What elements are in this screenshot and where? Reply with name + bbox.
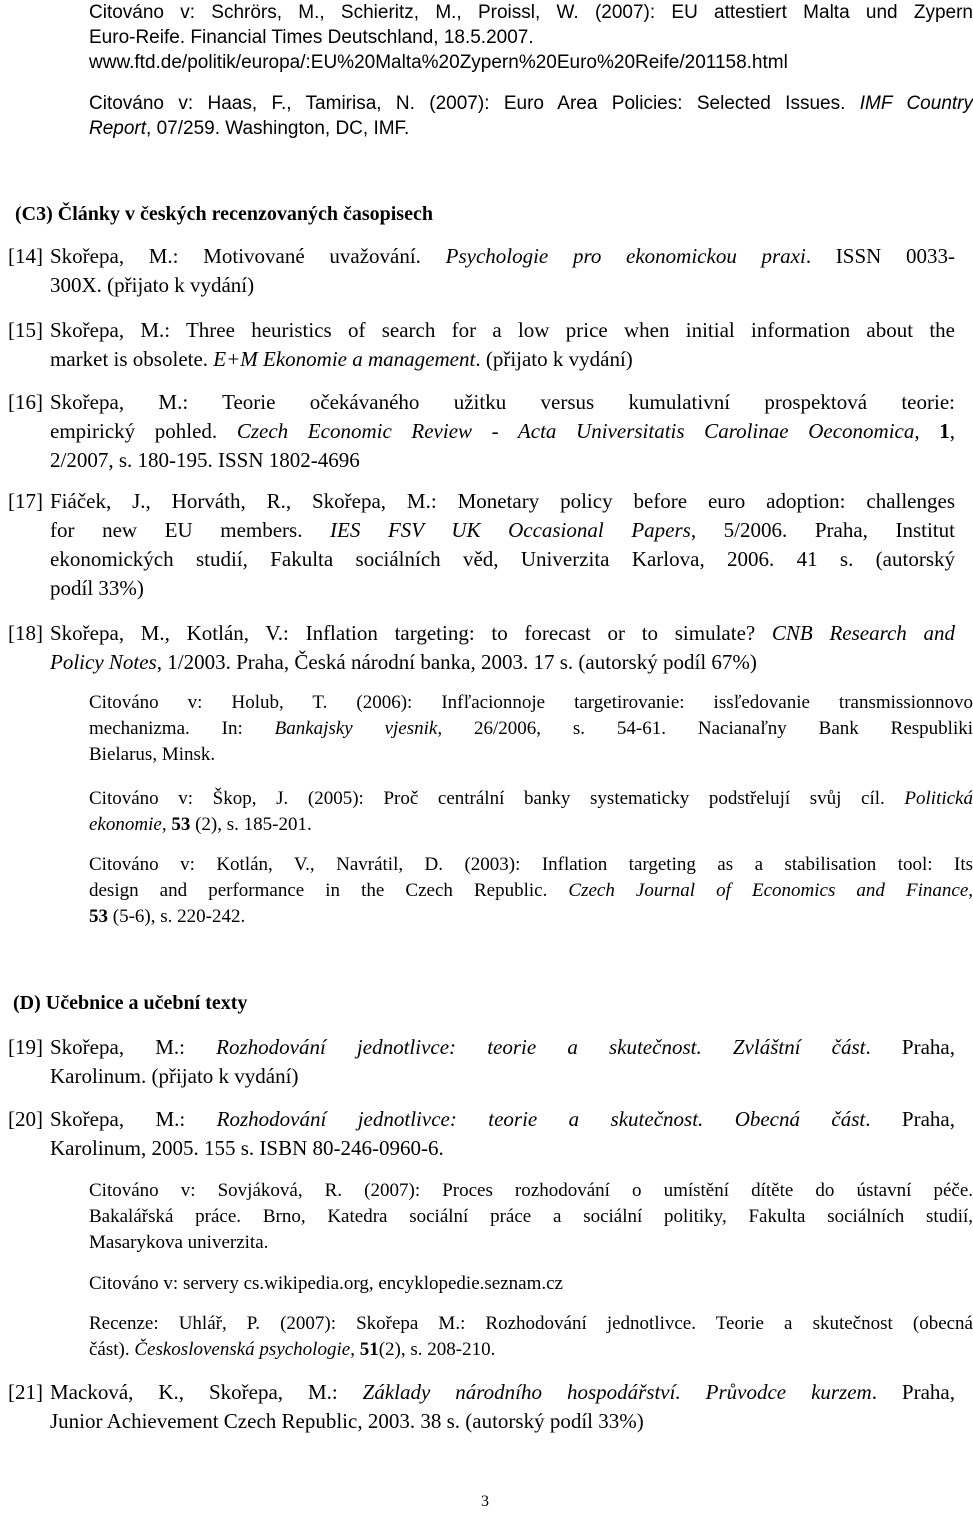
item-line	[50, 516, 955, 545]
citation-source: Czech Journal of Economics and Finance	[568, 880, 969, 901]
item-source: Psychologie pro ekonomickou praxi	[445, 244, 806, 268]
publication-item-16	[8, 388, 955, 475]
publication-item-21	[8, 1378, 955, 1436]
item-line: podíl 33%)	[50, 576, 144, 600]
citation-source: Politická	[904, 788, 973, 809]
citation-text: ,	[350, 1339, 360, 1360]
citation-source: IMF Country	[859, 93, 973, 114]
citation-review-uhlar	[89, 1311, 973, 1363]
citation-text: mechanizma. In:	[89, 718, 275, 739]
item-source: E+M Ekonomie a management	[213, 347, 476, 371]
citation-text: (2), s. 185-201.	[190, 814, 312, 835]
citation-text: , 26/2006, s. 54-61. Nacianaľny Bank Respubliki	[437, 718, 973, 739]
citation-line: Citováno v: Kotlán, V., Navrátil, D. (2003): Inflation targeting as a stabilisation tool: Its	[89, 854, 973, 875]
publication-item-20	[8, 1105, 955, 1163]
citation-kotlan	[89, 852, 973, 930]
item-line: 300X. (přijato k vydání)	[50, 273, 255, 297]
section-heading-d: (D) Učebnice a učební texty	[13, 992, 248, 1014]
item-number: [14]	[8, 244, 43, 268]
citation-line: Bielarus, Minsk.	[89, 744, 216, 765]
citation-line: Citováno v: servery cs.wikipedia.org, encyklopedie.seznam.cz	[89, 1273, 563, 1294]
citation-line: Citováno v: Schrörs, M., Schieritz, M., Proissl, W. (2007): EU attestiert Malta und Zypern	[89, 2, 973, 23]
publication-item-18	[8, 619, 955, 677]
item-text: . ISSN 0033-	[805, 244, 955, 268]
citation-text: ,	[968, 880, 973, 901]
citation-line: Euro-Reife. Financial Times Deutschland, 18.5.2007.	[89, 27, 534, 48]
citation-line: Recenze: Uhlář, P. (2007): Skořepa M.: Rozhodování jednotlivce. Teorie a skutečnost (obecná	[89, 1313, 973, 1334]
item-number: [17]	[8, 489, 43, 513]
item-source: Rozhodování jednotlivce: teorie a skutečnost. Obecná část	[216, 1107, 866, 1131]
item-text: . Praha,	[871, 1380, 955, 1404]
citation-source: ekonomie	[89, 814, 162, 835]
citation-haas	[89, 91, 973, 141]
citation-volume: 53	[89, 906, 108, 927]
citation-holub	[89, 690, 973, 768]
publication-item-17	[8, 487, 955, 603]
item-text: . (přijato k vydání)	[475, 347, 633, 371]
item-text: ,	[949, 419, 955, 443]
citation-line: Citováno v: Sovjáková, R. (2007): Proces rozhodování o umístění dítěte do ústavní péče.	[89, 1180, 973, 1201]
citation-text: (2), s. 208-210.	[378, 1339, 496, 1360]
item-source: Základy národního hospodářství. Průvodce kurzem	[362, 1380, 872, 1404]
citation-servers	[89, 1271, 973, 1297]
item-source: IES FSV UK Occasional Papers	[330, 518, 691, 542]
citation-volume: 53	[171, 814, 191, 835]
item-line	[50, 242, 955, 271]
citation-text: , 07/259. Washington, DC, IMF.	[146, 118, 410, 139]
item-line: Fiáček, J., Horváth, R., Skořepa, M.: Monetary policy before euro adoption: challenges	[50, 489, 955, 513]
item-line: ekonomických studií, Fakulta sociálních věd, Univerzita Karlova, 2006. 41 s. (autorský	[50, 547, 955, 571]
item-number: [21]	[8, 1380, 43, 1404]
publication-item-15	[8, 316, 955, 374]
item-source: Czech Economic Review - Acta Universitatis Carolinae Oeconomica	[236, 419, 915, 443]
citation-line	[89, 904, 973, 930]
publication-item-19	[8, 1033, 955, 1091]
item-line: Junior Achievement Czech Republic, 2003. 38 s. (autorský podíl 33%)	[50, 1409, 644, 1433]
citation-line	[89, 116, 973, 141]
citation-sovjakova	[89, 1178, 973, 1256]
item-text: Skořepa, M., Kotlán, V.: Inflation targeting: to forecast or to simulate?	[50, 621, 772, 645]
item-text: market is obsolete.	[50, 347, 214, 371]
item-text: empirický pohled.	[50, 419, 237, 443]
citation-line	[89, 1337, 973, 1363]
item-line: Karolinum. (přijato k vydání)	[50, 1064, 299, 1088]
citation-source: Bankajsky vjesnik	[274, 718, 438, 739]
citation-skop	[89, 786, 973, 838]
citation-text: ,	[161, 814, 172, 835]
item-text: , 1/2003. Praha, Česká národní banka, 2003. 17 s. (autorský podíl 67%)	[156, 650, 757, 674]
item-line: 2/2007, s. 180-195. ISSN 1802-4696	[50, 448, 360, 472]
item-line: Karolinum, 2005. 155 s. ISBN 80-246-0960-6.	[50, 1136, 444, 1160]
citation-text: design and performance in the Czech Republic.	[89, 880, 569, 901]
page-number: 3	[481, 1493, 489, 1510]
section-heading-c3: (C3) Články v českých recenzovaných časopisech	[15, 203, 433, 225]
item-text: . Praha,	[865, 1035, 955, 1059]
citation-line: Masarykova univerzita.	[89, 1232, 269, 1253]
item-volume: 1	[939, 419, 950, 443]
citation-line	[89, 786, 973, 812]
citation-text: (5-6), s. 220-242.	[108, 906, 246, 927]
citation-line	[89, 716, 973, 742]
item-line	[50, 1105, 955, 1134]
item-line	[50, 417, 955, 446]
citation-line: Citováno v: Holub, T. (2006): Infľacionnoje targetirovanie: issľedovanie transmissionnovo	[89, 692, 973, 713]
item-line	[50, 1378, 955, 1407]
citation-text: část).	[89, 1339, 135, 1360]
item-text: Skořepa, M.: Motivované uvažování.	[50, 244, 446, 268]
item-text: , 5/2006. Praha, Institut	[690, 518, 955, 542]
item-text: ,	[914, 419, 940, 443]
citation-source: Československá psychologie	[134, 1339, 351, 1360]
item-line: Skořepa, M.: Teorie očekávaného užitku versus kumulativní prospektová teorie:	[50, 390, 955, 414]
citation-line	[89, 812, 973, 838]
item-text: Macková, K., Skořepa, M.:	[50, 1380, 363, 1404]
item-source: Policy Notes	[50, 650, 157, 674]
item-line	[50, 345, 955, 374]
item-line	[50, 619, 955, 648]
item-text: Skořepa, M.:	[50, 1107, 217, 1131]
publication-item-14	[8, 242, 955, 300]
item-source: Rozhodování jednotlivce: teorie a skutečnost. Zvláštní část	[216, 1035, 866, 1059]
citation-schrors	[89, 0, 973, 75]
item-number: [15]	[8, 318, 43, 342]
item-number: [19]	[8, 1035, 43, 1059]
citation-text: Citováno v: Haas, F., Tamirisa, N. (2007): Euro Area Policies: Selected Issues.	[89, 93, 860, 114]
citation-line: Bakalářská práce. Brno, Katedra sociální práce a sociální politiky, Fakulta sociálních studií,	[89, 1206, 973, 1227]
item-text: . Praha,	[865, 1107, 955, 1131]
item-line	[50, 648, 955, 677]
item-line	[50, 1033, 955, 1062]
item-text: Skořepa, M.:	[50, 1035, 217, 1059]
citation-text: Citováno v: Škop, J. (2005): Proč centrální banky systematicky podstřelují svůj cíl.	[89, 788, 905, 809]
citation-line	[89, 91, 973, 116]
item-source: CNB Research and	[771, 621, 955, 645]
citation-line: www.ftd.de/politik/europa/:EU%20Malta%20Zypern%20Euro%20Reife/201158.html	[89, 52, 788, 73]
citation-volume: 51	[359, 1339, 379, 1360]
item-number: [20]	[8, 1107, 43, 1131]
item-line: Skořepa, M.: Three heuristics of search for a low price when initial information about the	[50, 318, 955, 342]
citation-source: Report	[89, 118, 147, 139]
item-number: [16]	[8, 390, 43, 414]
citation-line	[89, 878, 973, 904]
item-number: [18]	[8, 621, 43, 645]
item-text: for new EU members.	[50, 518, 331, 542]
